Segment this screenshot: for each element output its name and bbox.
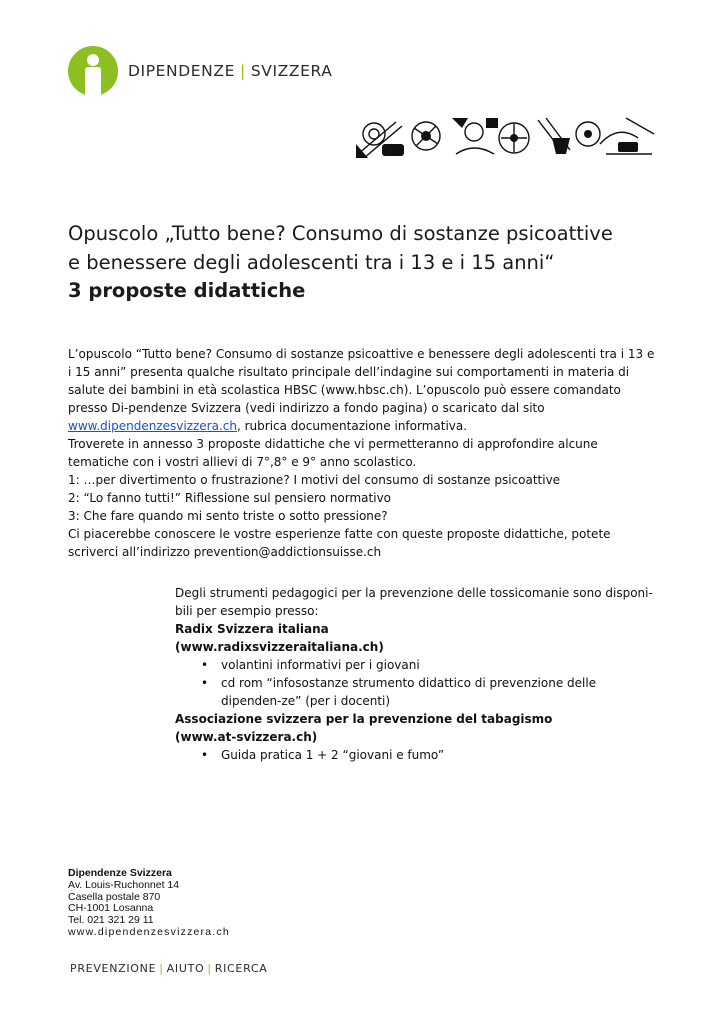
- org2-list: [175, 746, 655, 764]
- list-item-text: volantini informativi per i giovani: [221, 658, 420, 672]
- list-item-text: cd rom “infosostanze strumento didattico di prevenzione delle dipenden-ze” (per i docenti): [221, 676, 597, 708]
- header-illustration: [356, 114, 656, 158]
- tagline-separator: |: [207, 962, 212, 975]
- tagline-part-3: RICERCA: [214, 962, 268, 975]
- address-po-box: Casella postale 870: [68, 890, 161, 903]
- title-line-1: Opuscolo „Tutto bene? Consumo di sostanze psicoattive: [68, 222, 613, 245]
- org1-url: (www.radixsvizzeraitaliana.ch): [175, 640, 384, 654]
- document-title: [68, 220, 668, 306]
- brand-left: DIPENDENZE: [128, 62, 235, 80]
- title-line-3: 3 proposte didattiche: [68, 279, 306, 302]
- address-web: www.dipendenzesvizzera.ch: [68, 925, 230, 938]
- logo-brand-text: [128, 62, 332, 80]
- list-item: [175, 674, 655, 710]
- intro-paragraph: [68, 345, 658, 435]
- tools-section: [175, 584, 655, 764]
- intro-text-end: , rubrica documentazione informativa.: [236, 419, 468, 433]
- tagline-part-1: PREVENZIONE: [70, 962, 157, 975]
- brand-separator: |: [239, 62, 246, 80]
- bullet-icon: •: [201, 658, 209, 672]
- annex-paragraph: Troverete in annesso 3 proposte didattiche che vi permetteranno di approfondire alcune tematiche con i vostri allievi di 7°,8° e 9° anno scolastico.: [68, 437, 598, 469]
- org2-name: Associazione svizzera per la prevenzione del tabagismo: [175, 712, 553, 726]
- bullet-icon: •: [201, 676, 209, 690]
- logo-mark-icon: [68, 46, 118, 96]
- website-link[interactable]: www.dipendenzesvizzera.ch: [68, 419, 237, 433]
- intro-section: [68, 345, 658, 561]
- footer-tagline: [70, 962, 268, 975]
- org2-url: (www.at-svizzera.ch): [175, 730, 318, 744]
- tagline-part-2: AIUTO: [166, 962, 205, 975]
- proposal-3: 3: Che fare quando mi sento triste o sotto pressione?: [68, 509, 388, 523]
- bullet-icon: •: [201, 748, 209, 762]
- brand-right: SVIZZERA: [250, 62, 333, 80]
- closing-paragraph: Ci piacerebbe conoscere le vostre esperienze fatte con queste proposte didattiche, potete scriverci all’indirizzo prevention@addictionsuisse.ch: [68, 527, 611, 559]
- proposal-2: 2: “Lo fanno tutti!” Riflessione sul pensiero normativo: [68, 491, 392, 505]
- list-item: [175, 746, 655, 764]
- address-block: [68, 868, 230, 939]
- list-item: [175, 656, 655, 674]
- address-phone: Tel. 021 321 29 11: [68, 914, 154, 927]
- intro-text: L’opuscolo “Tutto bene? Consumo di sostanze psicoattive e benessere degli adolescenti tra i 13 e i 15 anni” presenta qualche risultato principale dell’indagine sui comportamenti in materia di salute dei bambini in età scolastica HBSC (www.hbsc.ch). L’opuscolo può essere comandato presso Di-pendenze Svizzera (vedi indirizzo a fondo pagina) o scaricato dal sito: [68, 347, 655, 415]
- tagline-separator: |: [159, 962, 164, 975]
- address-street: Av. Louis-Ruchonnet 14: [68, 878, 180, 891]
- org1-name: Radix Svizzera italiana: [175, 622, 329, 636]
- address-org: Dipendenze Svizzera: [68, 867, 172, 879]
- logo: [68, 46, 332, 96]
- list-item-text: Guida pratica 1 + 2 “giovani e fumo”: [221, 748, 445, 762]
- proposal-1: 1: …per divertimento o frustrazione? I motivi del consumo di sostanze psicoattive: [68, 473, 561, 487]
- org1-list: [175, 656, 655, 710]
- tools-intro: Degli strumenti pedagogici per la prevenzione delle tossicomanie sono disponi-bili per esempio presso:: [175, 586, 653, 618]
- address-city: CH-1001 Losanna: [68, 902, 154, 915]
- title-line-2: e benessere degli adolescenti tra i 13 e i 15 anni“: [68, 250, 555, 274]
